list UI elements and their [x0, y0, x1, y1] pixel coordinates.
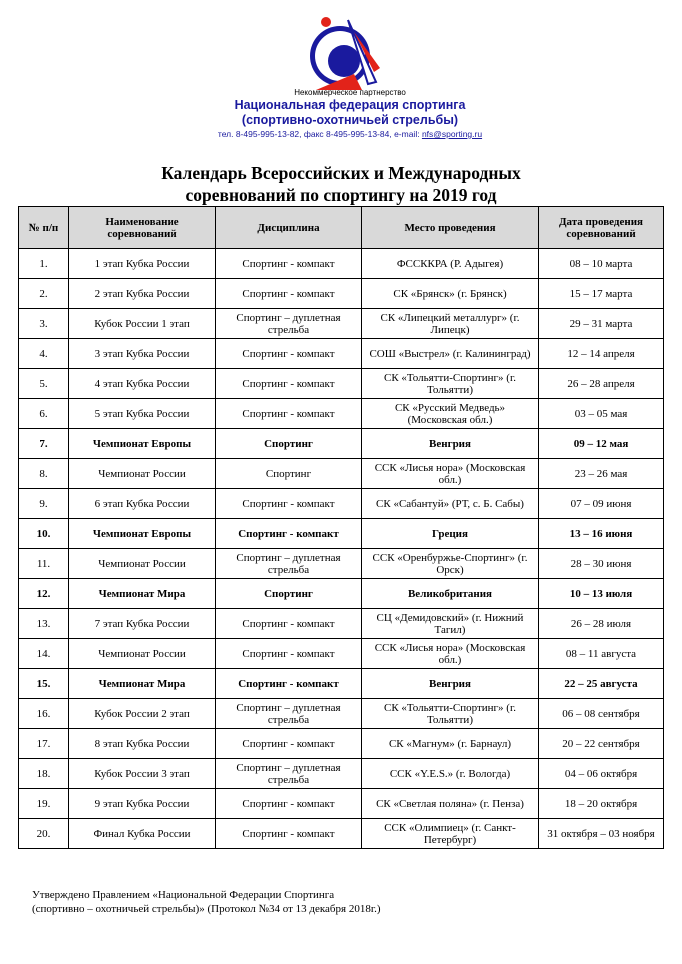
discipline: Спортинг: [216, 429, 362, 459]
venue: Греция: [362, 519, 539, 549]
discipline: Спортинг – дуплетная стрельба: [216, 309, 362, 339]
row-number: 6.: [19, 399, 69, 429]
row-number: 8.: [19, 459, 69, 489]
discipline: Спортинг - компакт: [216, 639, 362, 669]
venue: СК «Светлая поляна» (г. Пенза): [362, 789, 539, 819]
venue: СОШ «Выстрел» (г. Калининград): [362, 339, 539, 369]
dates: 10 – 13 июля: [539, 579, 664, 609]
dates: 03 – 05 мая: [539, 399, 664, 429]
table-row: [19, 639, 664, 669]
row-number: 14.: [19, 639, 69, 669]
table-row: [19, 669, 664, 699]
competition-name: 5 этап Кубка России: [69, 399, 216, 429]
venue: СК «Тольятти-Спортинг» (г. Тольятти): [362, 369, 539, 399]
row-number: 10.: [19, 519, 69, 549]
competition-name: 9 этап Кубка России: [69, 789, 216, 819]
row-number: 17.: [19, 729, 69, 759]
table-row: [19, 459, 664, 489]
row-number: 15.: [19, 669, 69, 699]
discipline: Спортинг – дуплетная стрельба: [216, 699, 362, 729]
header-date: Дата проведения соревнований: [539, 207, 664, 249]
table-row: [19, 699, 664, 729]
dates: 08 – 10 марта: [539, 249, 664, 279]
discipline: Спортинг - компакт: [216, 339, 362, 369]
header-discipline: Дисциплина: [216, 207, 362, 249]
competition-name: Чемпионат России: [69, 549, 216, 579]
dates: 20 – 22 сентября: [539, 729, 664, 759]
competition-name: 1 этап Кубка России: [69, 249, 216, 279]
discipline: Спортинг - компакт: [216, 369, 362, 399]
row-number: 18.: [19, 759, 69, 789]
dates: 28 – 30 июня: [539, 549, 664, 579]
discipline: Спортинг - компакт: [216, 279, 362, 309]
row-number: 4.: [19, 339, 69, 369]
dates: 26 – 28 апреля: [539, 369, 664, 399]
header-place: Место проведения: [362, 207, 539, 249]
discipline: Спортинг - компакт: [216, 729, 362, 759]
discipline: Спортинг - компакт: [216, 789, 362, 819]
competition-name: Чемпионат России: [69, 459, 216, 489]
row-number: 3.: [19, 309, 69, 339]
competition-name: Кубок России 1 этап: [69, 309, 216, 339]
row-number: 2.: [19, 279, 69, 309]
venue: СК «Магнум» (г. Барнаул): [362, 729, 539, 759]
org-subtitle: (спортивно-охотничьей стрельбы): [241, 113, 459, 127]
org-contacts: [120, 129, 580, 139]
venue: ССК «Лисья нора» (Московская обл.): [362, 459, 539, 489]
dates: 18 – 20 октября: [539, 789, 664, 819]
dates: 22 – 25 августа: [539, 669, 664, 699]
approval-line1: Утверждено Правлением «Национальной Федерации Спортинга: [32, 889, 335, 901]
competition-name: 7 этап Кубка России: [69, 609, 216, 639]
table-row: [19, 819, 664, 849]
dates: 13 – 16 июня: [539, 519, 664, 549]
dates: 15 – 17 марта: [539, 279, 664, 309]
competition-name: Кубок России 2 этап: [69, 699, 216, 729]
row-number: 16.: [19, 699, 69, 729]
venue: СК «Сабантуй» (РТ, с. Б. Сабы): [362, 489, 539, 519]
venue: СК «Брянск» (г. Брянск): [362, 279, 539, 309]
discipline: Спортинг – дуплетная стрельба: [216, 759, 362, 789]
competition-name: Кубок России 3 этап: [69, 759, 216, 789]
page-title-line2: соревнований по спортингу на 2019 год: [185, 185, 497, 205]
venue: ССК «Лисья нора» (Московская обл.): [362, 639, 539, 669]
table-row: [19, 579, 664, 609]
contacts-phones: тел. 8-495-995-13-82, факс 8-495-995-13-84, e-mail:: [217, 129, 422, 139]
org-name: Национальная федерация спортинга: [234, 98, 466, 112]
venue: СЦ «Демидовский» (г. Нижний Тагил): [362, 609, 539, 639]
row-number: 12.: [19, 579, 69, 609]
org-type: Некоммерческое партнерство: [294, 88, 406, 97]
competition-name: Чемпионат Европы: [69, 429, 216, 459]
approval-line2: (спортивно – охотничьей стрельбы)» (Протокол №34 от 13 декабря 2018г.): [32, 903, 381, 915]
table-row: [19, 339, 664, 369]
dates: 07 – 09 июня: [539, 489, 664, 519]
header-number: № п/п: [19, 207, 69, 249]
dates: 06 – 08 сентября: [539, 699, 664, 729]
competition-name: Финал Кубка России: [69, 819, 216, 849]
competition-name: 2 этап Кубка России: [69, 279, 216, 309]
row-number: 7.: [19, 429, 69, 459]
venue: Великобритания: [362, 579, 539, 609]
competition-name: 3 этап Кубка России: [69, 339, 216, 369]
table-row: [19, 789, 664, 819]
competition-name: Чемпионат Мира: [69, 669, 216, 699]
table-row: [19, 279, 664, 309]
dates: 08 – 11 августа: [539, 639, 664, 669]
venue: Венгрия: [362, 669, 539, 699]
discipline: Спортинг: [216, 459, 362, 489]
page-title-line1: Календарь Всероссийских и Международных: [161, 163, 521, 183]
table-body: [19, 249, 664, 849]
table-row: [19, 519, 664, 549]
table-row: [19, 369, 664, 399]
table-row: [19, 399, 664, 429]
venue: СК «Липецкий металлург» (г. Липецк): [362, 309, 539, 339]
row-number: 20.: [19, 819, 69, 849]
competition-name: Чемпионат России: [69, 639, 216, 669]
competition-name: Чемпионат Мира: [69, 579, 216, 609]
discipline: Спортинг – дуплетная стрельба: [216, 549, 362, 579]
table-row: [19, 429, 664, 459]
competition-calendar-table: [18, 206, 664, 849]
competition-name: 4 этап Кубка России: [69, 369, 216, 399]
row-number: 1.: [19, 249, 69, 279]
row-number: 5.: [19, 369, 69, 399]
venue: ССК «Оренбуржье-Спортинг» (г. Орск): [362, 549, 539, 579]
discipline: Спортинг - компакт: [216, 249, 362, 279]
discipline: Спортинг - компакт: [216, 399, 362, 429]
discipline: Спортинг - компакт: [216, 519, 362, 549]
table-row: [19, 549, 664, 579]
table-row: [19, 609, 664, 639]
table-row: [19, 249, 664, 279]
venue: ССК «Олимпиец» (г. Санкт-Петербург): [362, 819, 539, 849]
dates: 23 – 26 мая: [539, 459, 664, 489]
discipline: Спортинг - компакт: [216, 819, 362, 849]
row-number: 11.: [19, 549, 69, 579]
approval-note: [32, 888, 381, 916]
discipline: Спортинг - компакт: [216, 669, 362, 699]
row-number: 9.: [19, 489, 69, 519]
discipline: Спортинг: [216, 579, 362, 609]
discipline: Спортинг - компакт: [216, 609, 362, 639]
table-row: [19, 729, 664, 759]
dates: 09 – 12 мая: [539, 429, 664, 459]
venue: Венгрия: [362, 429, 539, 459]
row-number: 13.: [19, 609, 69, 639]
dates: 26 – 28 июля: [539, 609, 664, 639]
venue: СК «Тольятти-Спортинг» (г. Тольятти): [362, 699, 539, 729]
dates: 12 – 14 апреля: [539, 339, 664, 369]
dates: 31 октября – 03 ноября: [539, 819, 664, 849]
header-name: Наименование соревнований: [69, 207, 216, 249]
dates: 04 – 06 октября: [539, 759, 664, 789]
federation-logo: [304, 12, 380, 92]
email-link[interactable]: nfs@sporting.ru: [421, 129, 483, 139]
discipline: Спортинг - компакт: [216, 489, 362, 519]
row-number: 19.: [19, 789, 69, 819]
dates: 29 – 31 марта: [539, 309, 664, 339]
venue: ССК «Y.E.S.» (г. Вологда): [362, 759, 539, 789]
table-row: [19, 489, 664, 519]
table-row: [19, 309, 664, 339]
competition-name: Чемпионат Европы: [69, 519, 216, 549]
table-row: [19, 759, 664, 789]
competition-name: 8 этап Кубка России: [69, 729, 216, 759]
competition-name: 6 этап Кубка России: [69, 489, 216, 519]
venue: ФССККРА (Р. Адыгея): [362, 249, 539, 279]
venue: СК «Русский Медведь» (Московская обл.): [362, 399, 539, 429]
table-header-row: [19, 207, 664, 249]
